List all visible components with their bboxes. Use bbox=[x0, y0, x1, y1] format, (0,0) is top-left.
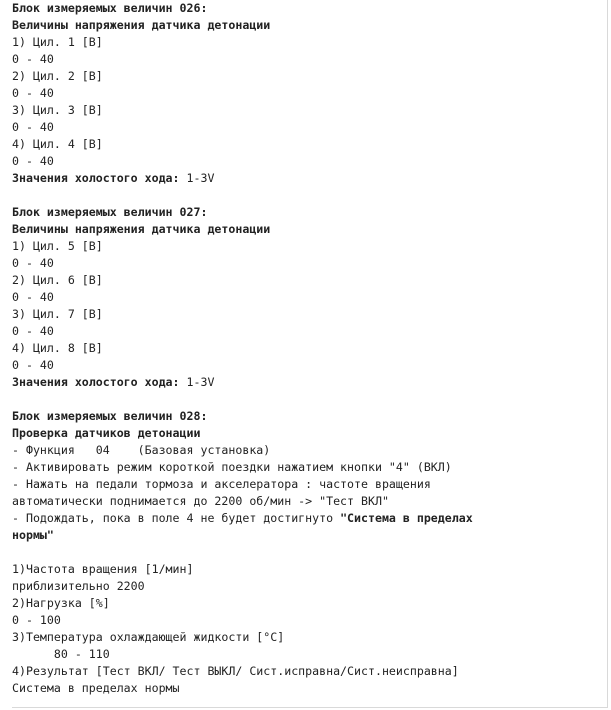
block-026-header: Блок измеряемых величин 026: bbox=[12, 1, 208, 15]
value-4-label: 4)Результат [Тест ВКЛ/ Тест ВЫКЛ/ Сист.исправна/Сист.неисправна] bbox=[12, 664, 459, 678]
block-028-press-line-1: - Нажать на педали тормоза и акселератора : частоте вращения bbox=[12, 477, 431, 491]
block-027-title: Величины напряжения датчика детонации bbox=[12, 222, 271, 236]
value-1-value: приблизительно 2200 bbox=[12, 579, 145, 593]
block-026-item-4-label: 4) Цил. 4 [В] bbox=[12, 137, 103, 151]
block-026-idle-row bbox=[12, 170, 607, 187]
block-028-title: Проверка датчиков детонации bbox=[12, 426, 201, 440]
block-026-item-3-label: 3) Цил. 3 [В] bbox=[12, 103, 103, 117]
block-027-idle-value: 1-3V bbox=[179, 375, 215, 389]
block-027-item-4-label: 4) Цил. 8 [В] bbox=[12, 341, 103, 355]
block-028-wait-bold-2: нормы" bbox=[12, 528, 54, 542]
block-028-wait-bold-1: "Система в пределах bbox=[340, 511, 473, 525]
block-028-activate-line: - Активировать режим короткой поездки нажатием кнопки "4" (ВКЛ) bbox=[12, 460, 452, 474]
value-3-label: 3)Температура охлаждающей жидкости [°C] bbox=[12, 630, 285, 644]
block-026-item-1-range: 0 - 40 bbox=[12, 52, 54, 66]
block-027-item-3-range: 0 - 40 bbox=[12, 324, 54, 338]
value-2-label: 2)Нагрузка [%] bbox=[12, 596, 110, 610]
block-027-item-2-label: 2) Цил. 6 [В] bbox=[12, 273, 103, 287]
block-027-item-2-range: 0 - 40 bbox=[12, 290, 54, 304]
block-028-press-line-2: автоматически поднимается до 2200 об/мин -> "Тест ВКЛ" bbox=[12, 494, 389, 508]
block-026-idle-label: Значения холостого хода: bbox=[12, 171, 180, 185]
block-028-wait-prefix: - Подождать, пока в поле 4 не будет достигнуто bbox=[12, 511, 341, 525]
block-026-item-3-range: 0 - 40 bbox=[12, 120, 54, 134]
block-027-item-1-label: 1) Цил. 5 [В] bbox=[12, 239, 103, 253]
value-3-value: 80 - 110 bbox=[12, 647, 110, 661]
block-027-idle-label: Значения холостого хода: bbox=[12, 375, 180, 389]
block-026-title: Величины напряжения датчика детонации bbox=[12, 18, 271, 32]
block-028-wait-line bbox=[12, 510, 607, 527]
block-026-item-2-range: 0 - 40 bbox=[12, 86, 54, 100]
block-027-item-4-range: 0 - 40 bbox=[12, 358, 54, 372]
block-027-item-3-label: 3) Цил. 7 [В] bbox=[12, 307, 103, 321]
value-4-value: Система в пределах нормы bbox=[12, 681, 180, 695]
block-027-item-1-range: 0 - 40 bbox=[12, 256, 54, 270]
document-body bbox=[12, 0, 608, 708]
block-026-idle-value: 1-3V bbox=[179, 171, 215, 185]
block-028-function-line: - Функция 04 (Базовая установка) bbox=[12, 443, 271, 457]
spacer bbox=[12, 391, 607, 408]
block-026-item-2-label: 2) Цил. 2 [В] bbox=[12, 69, 103, 83]
spacer bbox=[12, 544, 607, 561]
value-2-value: 0 - 100 bbox=[12, 613, 61, 627]
block-028-header: Блок измеряемых величин 028: bbox=[12, 409, 208, 423]
block-026-item-4-range: 0 - 40 bbox=[12, 154, 54, 168]
block-026-item-1-label: 1) Цил. 1 [В] bbox=[12, 35, 103, 49]
block-027-idle-row bbox=[12, 374, 607, 391]
block-027-header: Блок измеряемых величин 027: bbox=[12, 205, 208, 219]
spacer bbox=[12, 187, 607, 204]
value-1-label: 1)Частота вращения [1/мин] bbox=[12, 562, 194, 576]
